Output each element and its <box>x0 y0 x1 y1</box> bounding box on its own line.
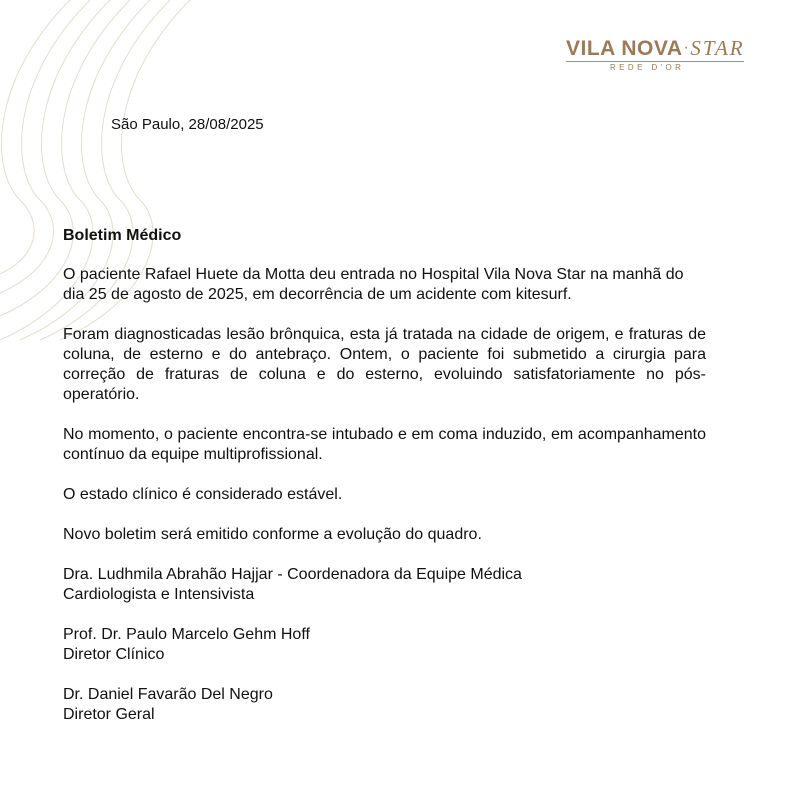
signatory-name: Prof. Dr. Paulo Marcelo Gehm Hoff <box>63 626 310 643</box>
paragraph-diagnosis: Foram diagnosticadas lesão brônquica, esta já tratada na cidade de origem, e fraturas de coluna, de esterno e do antebraço. Ontem, o paciente foi submetido a cirurgia para correção de fraturas de coluna e do esterno, evoluindo satisfatoriamente no pós-operatório. <box>63 326 706 403</box>
signatory-block <box>63 565 706 605</box>
signatory-name: Dra. Ludhmila Abrahão Hajjar - Coordenadora da Equipe Médica <box>63 566 522 583</box>
logo-wordmark <box>566 36 745 61</box>
letter-date: São Paulo, 28/08/2025 <box>111 116 264 133</box>
signatory-role: Cardiologista e Intensivista <box>63 586 255 603</box>
hospital-logo <box>564 34 746 76</box>
paragraph-clinical-state: O estado clínico é considerado estável. <box>63 486 343 503</box>
signatory-block <box>63 685 706 725</box>
paragraph-current-status: No momento, o paciente encontra-se intubado e em coma induzido, em acompanhamento contínuo da equipe multiprofissional. <box>63 426 706 463</box>
signatory-role: Diretor Geral <box>63 706 155 723</box>
letter-title: Boletim Médico <box>63 227 182 244</box>
signatory-block <box>63 625 706 665</box>
logo-separator: · <box>683 39 690 56</box>
paragraph-admission: O paciente Rafael Huete da Motta deu entrada no Hospital Vila Nova Star na manhã do dia 25 de agosto de 2025, em decorrência de um acidente com kitesurf. <box>63 266 684 303</box>
signatory-role: Diretor Clínico <box>63 646 165 663</box>
logo-rule <box>566 61 744 62</box>
letter-body <box>63 226 706 745</box>
logo-brand: VILA NOVA <box>566 37 683 60</box>
signatory-name: Dr. Daniel Favarão Del Negro <box>63 686 273 703</box>
logo-star: STAR <box>690 36 745 60</box>
paragraph-next-bulletin: Novo boletim será emitido conforme a evolução do quadro. <box>63 526 482 543</box>
logo-subtitle: REDE D'OR <box>610 63 685 72</box>
